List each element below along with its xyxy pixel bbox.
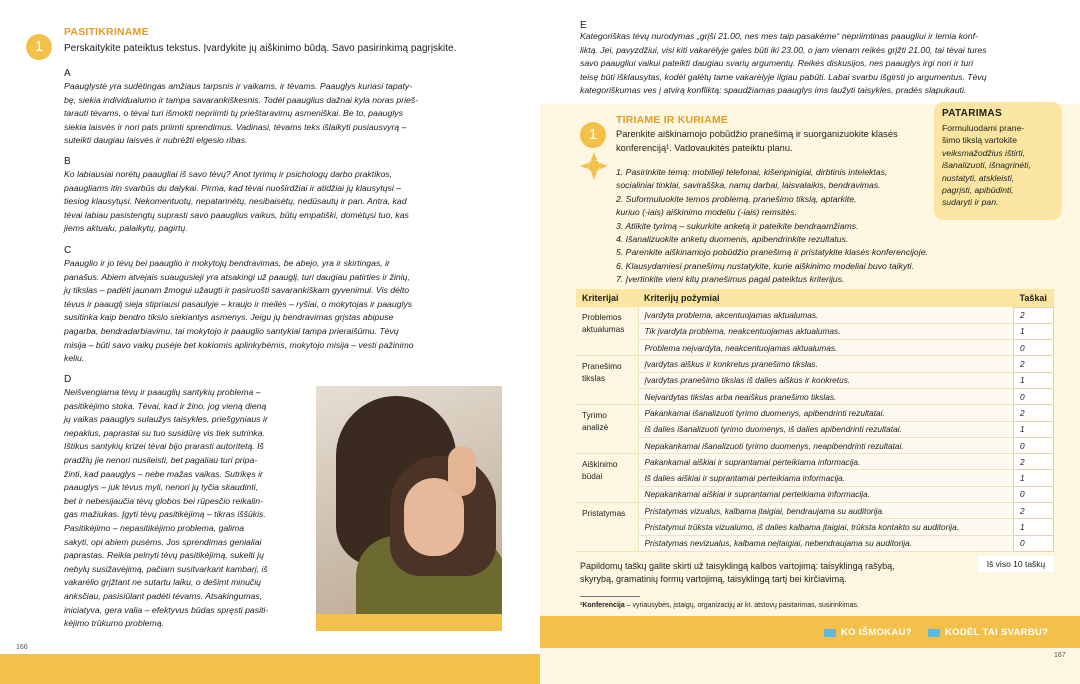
feature-cell: Pakankamai aiškiai ir suprantamai perteikiama informacija. xyxy=(638,454,1014,470)
text-line: siekia laisvės ir nori pats priimti sprendimus. Vadinasi, tėvams teks išlaikyti pusiausvyrą – xyxy=(64,121,407,132)
points-cell: 1 xyxy=(1014,421,1054,437)
total-points: Iš viso 10 taškų xyxy=(978,556,1054,572)
text-line: Paauglystė yra sudėtingas amžiaus tarpsnis ir vaikams, ir tėvams. Paauglys kuriasi tapaty- xyxy=(64,81,413,91)
table-row xyxy=(576,372,1054,388)
text-letter-e: E xyxy=(580,20,587,31)
hug-photo xyxy=(316,386,502,631)
text-line: tiesiog klausytųsi. Nekomentuotų, nepatarinėtų, nesibaisėtų, nedūsautų ir pan. Antra, kad xyxy=(64,196,407,207)
points-cell: 0 xyxy=(1014,535,1054,551)
table-row xyxy=(576,437,1054,453)
text-a xyxy=(64,80,418,148)
text-line: bet ir nebesijaučia tėvų globos bei rūpesčio reikalin- xyxy=(64,495,263,506)
plan-list xyxy=(616,166,976,287)
text-line: veiksmažodžius ištirti, xyxy=(942,147,1026,158)
table-row xyxy=(576,340,1054,356)
text-line: Pasitikėjimo – nepasitikėjimo problema, galima xyxy=(64,522,245,533)
sun-icon xyxy=(580,152,608,180)
task-instruction: Perskaitykite pateiktus tekstus. Įvardykite jų aiškinimo būdą. Savo pasirinkimą pagrįskite. xyxy=(64,43,457,54)
feature-cell: Nepakankamai išanalizuoti tyrimo duomenys, neapibendrinti rezultatai. xyxy=(638,437,1014,453)
text-letter-a: A xyxy=(64,68,71,79)
text-line: Ištikus santykių krizei tėvai bijo prarasti autoritetą. Iš xyxy=(64,441,264,452)
criteria-cell: Pristatymas xyxy=(576,503,638,552)
what-did-i-learn-button[interactable] xyxy=(824,627,912,638)
feature-cell: Įvardyta problema, akcentuojamas aktualumas. xyxy=(638,307,1014,323)
text-line: tėvai labiau pasistengtų suprasti savo paauglius vaikus, būtų empatiški, domėtųsi tuo, kas xyxy=(64,209,409,220)
text-line: teisę būti išklausytas, kodėl galėtų tame vakarėlyje ilgiau pabūti. Labai svarbu išgirsti jo argumentus. Tėvų xyxy=(580,71,987,82)
list-item: 1. Pasirinkite temą: mobilieji telefonai, kišenpinigiai, dirbtinis intelektas, xyxy=(616,167,888,177)
table-row xyxy=(576,388,1054,404)
task-number-badge: 1 xyxy=(580,122,606,148)
table-row xyxy=(576,323,1054,339)
section-title-tiriame: TIRIAME IR KURIAME xyxy=(616,114,729,126)
page-number-right: 167 xyxy=(1054,652,1066,659)
text-line: suteikti daugiau laisvės ir nubrėžti elgesio ribas. xyxy=(64,135,248,146)
page-number-left: 166 xyxy=(16,644,28,651)
table-row xyxy=(576,519,1054,535)
task-instruction xyxy=(616,127,898,155)
why-important-button[interactable] xyxy=(928,627,1048,638)
text-line: tarauti tėvams, o tėvai turi išmokti nepriimti tų prieštaravimų asmeniškai. Be to, paauglys xyxy=(64,108,403,119)
footnote-text: – vyriausybės, įstaigų, organizacijų ar kt. atstovų pasitarimas, susirinkimas. xyxy=(624,602,859,609)
text-line: šimo tikslą vartokite xyxy=(942,135,1017,146)
text-line: gas mažiukas. Įgyti tėvų pasitikėjimą – tikras iššūkis. xyxy=(64,509,266,520)
feature-cell: Pristatymui trūksta vizualumo, iš dalies kalbama įtaigiai, trūksta kontakto su auditorija. xyxy=(638,519,1014,535)
criteria-cell: Problemos aktualumas xyxy=(576,307,638,356)
criteria-cell: Aiškinimo būdai xyxy=(576,454,638,503)
text-line: Papildomų taškų galite skirti už taisyklingą kalbos vartojimą: taisyklingą rašybą, xyxy=(580,561,895,571)
text-line: jiems aktualu, palaikytų, pagirtų. xyxy=(64,223,188,234)
table-row xyxy=(576,356,1054,372)
feature-cell: Iš dalies aiškiai ir suprantamai perteikiama informacija. xyxy=(638,470,1014,486)
points-cell: 0 xyxy=(1014,437,1054,453)
text-line: nustatyti, atskleisti, xyxy=(942,172,1015,183)
table-header-row xyxy=(576,289,1054,307)
text-line: nepaklus, paprastai su tuo susidūrę vis tiek sutrinka. xyxy=(64,427,265,438)
text-line: pagarba, bendradarbiavimu, tai mokytojo ir paauglio santykiai tampa prieraišūmu. Tėvų xyxy=(64,325,399,336)
text-line: paaugliams itin svarbūs du dalykai. Pirma, kad tėvai nuoširdžiai ir atidžiai jų klausytųsi – xyxy=(64,182,402,193)
list-item: socialiniai tinklai, savirašška, namų darbai, laisvalaikis, bendravimas. xyxy=(616,180,881,191)
feature-cell: Tik įvardyta problema, neakcentuojamas aktualumas. xyxy=(638,323,1014,339)
tip-text xyxy=(942,122,1054,209)
text-line: paprastas. Reikia pelnyti tėvų pasitikėjimą, sukelti jų xyxy=(64,550,264,561)
criteria-cell: Tyrimo analizė xyxy=(576,405,638,454)
table-row xyxy=(576,503,1054,519)
points-cell: 2 xyxy=(1014,307,1054,323)
text-line: jų tikslas – padėti jaunam žmogui užaugti ir pasiruošti savarankiškam gyvenimui. Vis dėlto xyxy=(64,285,410,296)
extra-points-note xyxy=(580,560,960,586)
what-did-i-learn-label: KO IŠMOKAU? xyxy=(841,627,912,638)
text-letter-c: C xyxy=(64,245,72,256)
points-cell: 0 xyxy=(1014,486,1054,502)
text-line: bę, siekia individualumo ir tampa savarankiškesnis. Todėl paauglius dažnai kyla noras prieš- xyxy=(64,94,419,105)
text-line: misija – būti savo vaikų pusėje bet kokiomis aplinkybėmis, mokytojo misija – vesti pažinimo xyxy=(64,339,414,350)
text-line: nebylų susižavėjimą, pačiam susitvarkant kambarį, iš xyxy=(64,563,268,574)
points-cell: 1 xyxy=(1014,519,1054,535)
feature-cell: Pakankamai išanalizuoti tyrimo duomenys, apibendrinti rezultatai. xyxy=(638,405,1014,421)
list-item: 6. Klausydamiesi pranešimų nustatykite, kurie aiškinimo modeliai buvo taikyti. xyxy=(616,260,914,271)
text-line: keliu. xyxy=(64,353,85,364)
text-e xyxy=(580,30,987,98)
text-line: kategoriškumas ves į atvirą konfliktą: spaudžiamas paauglys ims laužyti taisykles, pradės slapukauti. xyxy=(580,85,967,96)
table-row xyxy=(576,470,1054,486)
table-row xyxy=(576,535,1054,551)
points-cell: 0 xyxy=(1014,388,1054,404)
tip-box xyxy=(934,102,1062,220)
feature-cell: Neįvardytas tikslas arba neaiškus pranešimo tikslas. xyxy=(638,388,1014,404)
feature-cell: Problema neįvardyta, neakcentuojamas aktualumas. xyxy=(638,340,1014,356)
text-c xyxy=(64,257,414,366)
points-cell: 1 xyxy=(1014,372,1054,388)
photo-accent-strip xyxy=(316,614,502,631)
text-line: Formuluodami prane- xyxy=(942,123,1025,133)
text-line: sakyti, opi abiem pusėms. Jos sprendimas genialiai xyxy=(64,536,262,547)
text-line: pagrįsti, apibūdinti, xyxy=(942,185,1014,196)
footnote xyxy=(580,602,859,609)
square-icon xyxy=(824,629,836,637)
list-item: 2. Suformuluokite temos problemą, pranešimo tikslą, aptarkite, xyxy=(616,193,857,204)
table-row xyxy=(576,405,1054,421)
footer-bar-left xyxy=(0,654,540,684)
footnote-term: ¹Konferencija xyxy=(580,602,625,609)
why-important-label: KODĖL TAI SVARBU? xyxy=(945,627,1049,638)
text-line: pasitikėjimo stoka. Tėvai, kad ir žino, jog vieną dieną xyxy=(64,400,267,411)
text-letter-d: D xyxy=(64,374,72,385)
text-line: susitinka kaip bendro tikslo siekiantys asmenys. Jeigu jų bendravimas grįstas abipuse xyxy=(64,312,394,323)
text-line: sudaryti ir pan. xyxy=(942,197,999,208)
table-row xyxy=(576,307,1054,323)
text-line: išanalizuoti, išnagrinėti, xyxy=(942,160,1031,171)
text-letter-b: B xyxy=(64,156,71,167)
points-cell: 2 xyxy=(1014,454,1054,470)
feature-cell: Iš dalies išanalizuoti tyrimo duomenys, iš dalies apibendrinti rezultatai. xyxy=(638,421,1014,437)
text-d xyxy=(64,386,304,631)
col-header-points: Taškai xyxy=(1014,289,1054,307)
text-line: liktą. Jei, pavyzdžiui, visi kiti vakarėlyje gales būti iki 23.00, o jam vienam reikės grįžti 21.00, tai tėvai tures xyxy=(580,44,987,55)
feature-cell: Pristatymas nevizualus, kalbama neįtaigiai, nebendraujama su auditorija. xyxy=(638,535,1014,551)
points-cell: 2 xyxy=(1014,405,1054,421)
tip-title: PATARIMAS xyxy=(942,108,1002,119)
table-row xyxy=(576,421,1054,437)
text-line: paauglys – juk tėvus myli, nenori jų tyčia skaudinti, xyxy=(64,482,259,493)
task-number-badge: 1 xyxy=(26,34,52,60)
text-line: anksčiau, pasisiūlant padėti tėvams. Atsakingumas, xyxy=(64,590,263,601)
text-line: savo paaugliui vaikui pateikti daugiau svarių argumentų. Reikės diskusijos, nes paauglys irgi nori ir turi xyxy=(580,58,974,69)
points-cell: 1 xyxy=(1014,470,1054,486)
list-item: 5. Parenkite aiškinamojo pobūdžio pranešimą ir pristatykite klasės konferencijoje. xyxy=(616,247,928,258)
table-row xyxy=(576,486,1054,502)
list-item: 3. Atlikite tyrimą – sukurkite anketą ir pateikite bendraamžiams. xyxy=(616,220,859,231)
right-page xyxy=(540,0,1080,684)
text-line: žinti, kad paauglys – nebe mažas vaikas. Sutrikęs ir xyxy=(64,468,263,479)
text-line: Ko labiausiai norėtų paaugliai iš savo tėvų? Anot tyrimų ir psichologų darbo praktikos, xyxy=(64,169,393,179)
criteria-cell: Pranešimo tikslas xyxy=(576,356,638,405)
list-item: 7. Įvertinkite vieni kitų pranešimus pagal pateiktus kriterijus. xyxy=(616,274,845,285)
footnote-divider xyxy=(580,596,640,597)
table-row xyxy=(576,454,1054,470)
criteria-table xyxy=(576,289,1054,552)
text-line: tėvus ir paauglį sieja stipriausi pasaulyje – kraujo ir meilės – ryšiai, o mokytojas ir paauglys xyxy=(64,298,413,309)
list-item: kuriuo (-iais) aiškinimo modeliu (-iais) remsitės. xyxy=(616,207,798,218)
square-icon xyxy=(928,629,940,637)
text-line: konferenciją¹. Vadovaukitės pateiktu planu. xyxy=(616,143,793,153)
text-line: skyrybą, gramatinių formų vartojimą, taisyklingą tartį bei kirčiavimą. xyxy=(580,574,847,584)
points-cell: 0 xyxy=(1014,340,1054,356)
text-line: panašus. Abiem atvejais suaugusieji yra atsakingi už paauglį, turi daugiau patirties ir žinių, xyxy=(64,271,410,282)
text-line: Neišvengiama tėvų ir paauglių santykių problema – xyxy=(64,387,261,397)
points-cell: 2 xyxy=(1014,356,1054,372)
text-line: jų vaikas paauglys sulaužys taisykles, priešgyniaus ir xyxy=(64,414,268,425)
feature-cell: Įvardytas aiškus ir konkretus pranešimo tikslas. xyxy=(638,356,1014,372)
text-line: Parenkite aiškinamojo pobūdžio pranešimą ir suorganizuokite klasės xyxy=(616,129,898,139)
feature-cell: Nepakankamai aiškiai ir suprantamai perteikiama informacija. xyxy=(638,486,1014,502)
col-header-features: Kriterijų požymiai xyxy=(638,289,1014,307)
feature-cell: Pristatymas vizualus, kalbama įtaigiai, bendraujama su auditorija. xyxy=(638,503,1014,519)
feature-cell: Įvardytas pranešimo tikslas iš dalies aiškus ir konkretus. xyxy=(638,372,1014,388)
points-cell: 1 xyxy=(1014,323,1054,339)
text-line: kėjimo trūkumo problemą. xyxy=(64,618,164,629)
photo-hand-shape xyxy=(448,446,476,496)
section-title-pasitikriname: PASITIKRINAME xyxy=(64,26,149,38)
text-line: vakarėlio grįžtant ne sutartu laiku, o dešimt minučių xyxy=(64,577,262,588)
text-b xyxy=(64,168,409,236)
list-item: 4. Išanalizuokite anketų duomenis, apibendrinkite rezultatus. xyxy=(616,234,849,245)
points-cell: 2 xyxy=(1014,503,1054,519)
text-line: Kategoriškas tėvų nurodymas „grįši 21.00, nes mes taip pasakėme“ nepriimtinas paaugliui ir lemia konf- xyxy=(580,31,978,41)
text-line: pradžių jie nenori nusileisti, bet pagaliau turi pripa- xyxy=(64,454,258,465)
text-line: Paauglio ir jo tėvų bei paauglio ir mokytojų bendravimas, be abejo, yra ir skirtingas, ir xyxy=(64,258,390,268)
col-header-criteria: Kriterijai xyxy=(576,289,638,307)
text-line: iniciatyva, gera valia – efektyvus būdas spręsti pasiti- xyxy=(64,604,269,615)
